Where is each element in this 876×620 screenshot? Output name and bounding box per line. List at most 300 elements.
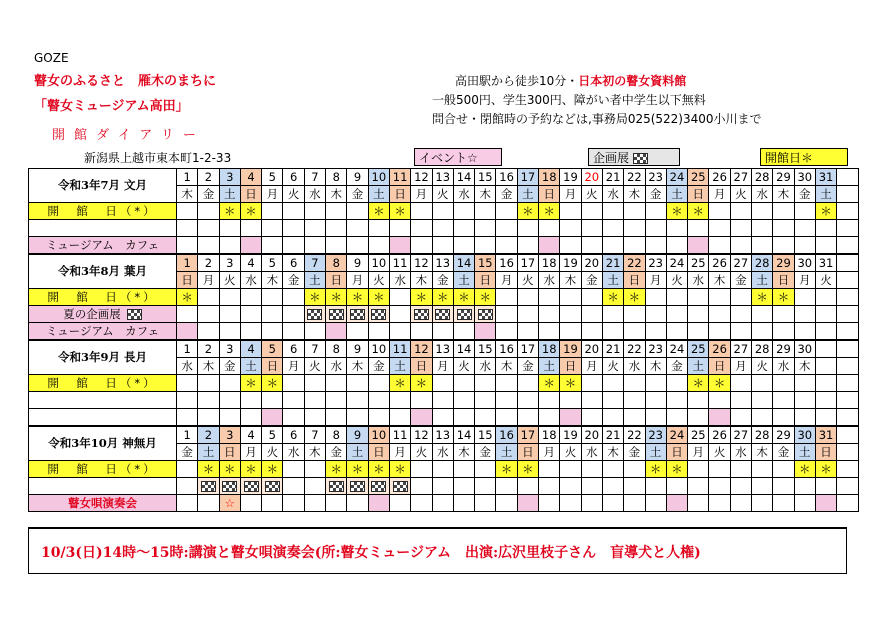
day-cell bbox=[645, 409, 666, 427]
checkered-flag-icon bbox=[307, 309, 322, 320]
day-cell bbox=[837, 495, 858, 512]
day-cell bbox=[773, 495, 794, 512]
weekday-name: 水 bbox=[773, 358, 794, 375]
day-cell bbox=[688, 289, 709, 306]
cafe-day bbox=[517, 495, 538, 512]
day-cell bbox=[709, 306, 730, 323]
tagline: 瞽女のふるさと 雁木のまちに bbox=[34, 74, 217, 89]
day-number: 8 bbox=[326, 254, 347, 272]
open-day-mark: ＊ bbox=[815, 203, 836, 220]
day-number: 16 bbox=[496, 426, 517, 444]
day-cell bbox=[773, 220, 794, 237]
day-cell bbox=[177, 392, 198, 409]
day-cell bbox=[581, 323, 602, 341]
day-cell bbox=[837, 375, 858, 392]
day-cell bbox=[304, 495, 325, 512]
open-day-mark: ＊ bbox=[794, 461, 815, 478]
day-cell bbox=[688, 392, 709, 409]
day-cell bbox=[283, 461, 304, 478]
weekday-name: 日 bbox=[240, 186, 261, 203]
row-label: ミュージアム カフェ bbox=[29, 237, 177, 255]
weekday-name: 土 bbox=[368, 186, 389, 203]
exhibition-day bbox=[368, 478, 389, 495]
day-number: 17 bbox=[517, 169, 538, 186]
day-cell bbox=[198, 375, 219, 392]
day-cell bbox=[411, 220, 432, 237]
event-day-mark: ☆ bbox=[219, 495, 240, 512]
day-number: 3 bbox=[219, 340, 240, 358]
cafe-day bbox=[389, 237, 410, 255]
day-cell bbox=[581, 461, 602, 478]
weekday-name: 土 bbox=[794, 444, 815, 461]
day-cell bbox=[815, 289, 836, 306]
day-number: 22 bbox=[624, 254, 645, 272]
day-cell bbox=[773, 323, 794, 341]
weekday-name: 火 bbox=[752, 358, 773, 375]
open-day-mark: ＊ bbox=[326, 289, 347, 306]
weekday-name: 日 bbox=[389, 186, 410, 203]
cafe-day bbox=[709, 409, 730, 427]
weekday-name: 木 bbox=[347, 358, 368, 375]
day-cell bbox=[304, 392, 325, 409]
exhibition-day bbox=[432, 306, 453, 323]
weekday-name: 水 bbox=[539, 272, 560, 289]
day-cell bbox=[581, 392, 602, 409]
day-cell bbox=[837, 323, 858, 341]
day-cell bbox=[475, 478, 496, 495]
weekday-name: 木 bbox=[794, 358, 815, 375]
day-cell bbox=[730, 409, 751, 427]
day-cell bbox=[709, 237, 730, 255]
open-day-mark: ＊ bbox=[560, 375, 581, 392]
day-cell bbox=[283, 220, 304, 237]
day-cell bbox=[347, 237, 368, 255]
museum-name: 「瞽女ミュージアム高田」 bbox=[34, 99, 189, 114]
day-number: 19 bbox=[560, 254, 581, 272]
day-cell bbox=[411, 461, 432, 478]
row-label-text: 夏の企画展 bbox=[63, 306, 121, 321]
day-cell bbox=[411, 237, 432, 255]
weekday-name: 土 bbox=[645, 444, 666, 461]
day-cell bbox=[645, 220, 666, 237]
open-day-mark: ＊ bbox=[240, 375, 261, 392]
day-cell bbox=[389, 289, 410, 306]
day-number: 15 bbox=[475, 426, 496, 444]
day-number: 25 bbox=[688, 254, 709, 272]
day-number: 23 bbox=[645, 254, 666, 272]
day-number: 18 bbox=[539, 169, 560, 186]
weekday-name: 火 bbox=[581, 186, 602, 203]
day-cell bbox=[304, 203, 325, 220]
day-cell bbox=[645, 289, 666, 306]
day-cell bbox=[752, 323, 773, 341]
row-label: 開 館 日（*） bbox=[29, 375, 177, 392]
weekday-name: 金 bbox=[730, 272, 751, 289]
day-number: 16 bbox=[496, 254, 517, 272]
calendar-row-open bbox=[29, 203, 859, 220]
weekday-name: 火 bbox=[602, 358, 623, 375]
day-number: 16 bbox=[496, 340, 517, 358]
day-cell bbox=[837, 392, 858, 409]
exhibition-day bbox=[411, 306, 432, 323]
day-number: 2 bbox=[198, 426, 219, 444]
day-number: 10 bbox=[368, 254, 389, 272]
weekday-name: 水 bbox=[177, 358, 198, 375]
weekday-name: 月 bbox=[730, 358, 751, 375]
day-cell bbox=[219, 237, 240, 255]
day-number: 13 bbox=[432, 254, 453, 272]
day-cell bbox=[624, 375, 645, 392]
day-cell bbox=[219, 306, 240, 323]
day-cell bbox=[815, 392, 836, 409]
day-cell bbox=[283, 478, 304, 495]
open-day-mark: ＊ bbox=[517, 461, 538, 478]
weekday-name: 金 bbox=[666, 358, 687, 375]
day-cell bbox=[581, 289, 602, 306]
event-note-box bbox=[28, 527, 847, 574]
checkered-flag-icon bbox=[329, 481, 344, 492]
day-cell bbox=[389, 220, 410, 237]
day-cell bbox=[560, 495, 581, 512]
weekday-name: 木 bbox=[198, 358, 219, 375]
day-cell bbox=[389, 495, 410, 512]
day-cell bbox=[666, 306, 687, 323]
weekday-name: 金 bbox=[517, 358, 538, 375]
open-day-mark: ＊ bbox=[262, 375, 283, 392]
legend-plan-label: 企画展 bbox=[593, 151, 630, 165]
open-day-mark: ＊ bbox=[368, 289, 389, 306]
day-number: 4 bbox=[240, 340, 261, 358]
checkered-flag-icon bbox=[457, 309, 472, 320]
checkered-flag-icon bbox=[350, 481, 365, 492]
checkered-flag-icon bbox=[435, 309, 450, 320]
day-cell bbox=[496, 409, 517, 427]
exhibition-day bbox=[198, 478, 219, 495]
day-cell bbox=[262, 323, 283, 341]
weekday-name: 木 bbox=[262, 272, 283, 289]
day-cell bbox=[645, 392, 666, 409]
open-day-mark: ＊ bbox=[666, 203, 687, 220]
checkered-flag-icon bbox=[222, 481, 237, 492]
day-cell bbox=[645, 478, 666, 495]
day-cell bbox=[198, 289, 219, 306]
exhibition-day bbox=[304, 306, 325, 323]
legend-open bbox=[760, 148, 848, 166]
cafe-day bbox=[539, 237, 560, 255]
day-cell bbox=[496, 375, 517, 392]
day-cell bbox=[326, 375, 347, 392]
day-cell bbox=[837, 289, 858, 306]
day-cell bbox=[624, 461, 645, 478]
day-cell bbox=[347, 323, 368, 341]
day-cell bbox=[560, 220, 581, 237]
empty-cell bbox=[837, 254, 858, 272]
day-cell bbox=[688, 220, 709, 237]
day-number: 26 bbox=[709, 169, 730, 186]
day-number: 8 bbox=[326, 340, 347, 358]
month-header-row bbox=[29, 254, 859, 272]
day-cell bbox=[645, 495, 666, 512]
calendar-row-plan bbox=[29, 306, 859, 323]
contact-info: 問合せ・閉館時の予約などは,事務局025(522)3400小川まで bbox=[432, 112, 762, 126]
day-number: 7 bbox=[304, 169, 325, 186]
day-cell bbox=[517, 375, 538, 392]
weekday-name: 月 bbox=[645, 272, 666, 289]
day-cell bbox=[475, 409, 496, 427]
day-number: 6 bbox=[283, 426, 304, 444]
day-number: 5 bbox=[262, 254, 283, 272]
day-number: 18 bbox=[539, 340, 560, 358]
day-cell bbox=[304, 237, 325, 255]
weekday-name: 土 bbox=[815, 186, 836, 203]
day-number: 14 bbox=[453, 340, 474, 358]
row-label: 開 館 日（*） bbox=[29, 461, 177, 478]
day-cell bbox=[496, 323, 517, 341]
day-cell bbox=[539, 392, 560, 409]
day-number: 9 bbox=[347, 254, 368, 272]
weekday-name: 土 bbox=[496, 444, 517, 461]
day-cell bbox=[432, 461, 453, 478]
day-cell bbox=[794, 478, 815, 495]
day-number: 11 bbox=[389, 340, 410, 358]
day-number: 25 bbox=[688, 340, 709, 358]
exhibition-day bbox=[219, 478, 240, 495]
day-cell bbox=[602, 323, 623, 341]
day-cell bbox=[432, 375, 453, 392]
day-number: 29 bbox=[773, 426, 794, 444]
day-cell bbox=[326, 203, 347, 220]
day-cell bbox=[262, 237, 283, 255]
day-cell bbox=[283, 203, 304, 220]
weekday-name: 金 bbox=[177, 444, 198, 461]
day-cell bbox=[645, 375, 666, 392]
day-cell bbox=[326, 409, 347, 427]
weekday-name: 金 bbox=[624, 444, 645, 461]
goze-title: GOZE bbox=[34, 51, 69, 65]
open-day-mark: ＊ bbox=[411, 375, 432, 392]
open-day-mark: ＊ bbox=[368, 461, 389, 478]
weekday-name: 月 bbox=[432, 358, 453, 375]
day-cell bbox=[475, 461, 496, 478]
day-number: 21 bbox=[602, 169, 623, 186]
day-cell bbox=[539, 478, 560, 495]
day-cell bbox=[262, 220, 283, 237]
day-cell bbox=[666, 237, 687, 255]
day-number: 25 bbox=[688, 426, 709, 444]
day-number: 8 bbox=[326, 169, 347, 186]
day-number: 1 bbox=[177, 254, 198, 272]
day-cell bbox=[432, 237, 453, 255]
day-number: 11 bbox=[389, 254, 410, 272]
weekday-name: 月 bbox=[283, 358, 304, 375]
open-day-mark: ＊ bbox=[688, 375, 709, 392]
day-cell bbox=[815, 220, 836, 237]
day-cell bbox=[389, 323, 410, 341]
day-number: 20 bbox=[581, 426, 602, 444]
day-cell bbox=[262, 392, 283, 409]
day-cell bbox=[177, 220, 198, 237]
weekday-name: 月 bbox=[389, 444, 410, 461]
day-cell bbox=[773, 203, 794, 220]
weekday-name: 金 bbox=[645, 186, 666, 203]
day-cell bbox=[730, 220, 751, 237]
weekday-name: 水 bbox=[752, 186, 773, 203]
month-header-row bbox=[29, 340, 859, 358]
day-cell bbox=[730, 495, 751, 512]
day-cell bbox=[539, 495, 560, 512]
weekday-name: 火 bbox=[432, 186, 453, 203]
day-cell bbox=[709, 392, 730, 409]
day-cell bbox=[262, 289, 283, 306]
day-number: 17 bbox=[517, 254, 538, 272]
open-day-mark: ＊ bbox=[624, 289, 645, 306]
day-cell bbox=[730, 306, 751, 323]
day-number: 18 bbox=[539, 426, 560, 444]
day-cell bbox=[177, 461, 198, 478]
day-number: 14 bbox=[453, 169, 474, 186]
row-label bbox=[29, 306, 177, 323]
weekday-name: 金 bbox=[581, 272, 602, 289]
day-number: 26 bbox=[709, 340, 730, 358]
weekday-name: 木 bbox=[709, 272, 730, 289]
day-cell bbox=[794, 306, 815, 323]
day-cell bbox=[581, 220, 602, 237]
checkered-flag-icon bbox=[127, 309, 142, 320]
day-number: 7 bbox=[304, 340, 325, 358]
day-cell bbox=[432, 203, 453, 220]
day-number: 16 bbox=[496, 169, 517, 186]
open-day-mark: ＊ bbox=[752, 289, 773, 306]
open-day-mark: ＊ bbox=[773, 289, 794, 306]
day-cell bbox=[581, 478, 602, 495]
day-cell bbox=[794, 495, 815, 512]
open-day-mark: ＊ bbox=[368, 203, 389, 220]
day-number: 4 bbox=[240, 254, 261, 272]
weekday-name: 日 bbox=[411, 358, 432, 375]
day-number: 28 bbox=[752, 340, 773, 358]
weekday-name: 火 bbox=[560, 444, 581, 461]
day-cell bbox=[177, 306, 198, 323]
day-number: 9 bbox=[347, 169, 368, 186]
calendar-table bbox=[28, 168, 859, 512]
open-day-mark: ＊ bbox=[453, 289, 474, 306]
exhibition-day bbox=[475, 306, 496, 323]
day-cell bbox=[560, 461, 581, 478]
weekday-name: 金 bbox=[219, 358, 240, 375]
day-cell bbox=[752, 478, 773, 495]
day-cell bbox=[815, 306, 836, 323]
day-number: 7 bbox=[304, 426, 325, 444]
day-cell bbox=[624, 237, 645, 255]
day-cell bbox=[560, 237, 581, 255]
day-number: 12 bbox=[411, 340, 432, 358]
day-cell bbox=[240, 289, 261, 306]
day-cell bbox=[645, 306, 666, 323]
day-cell bbox=[432, 495, 453, 512]
weekday-name: 水 bbox=[240, 272, 261, 289]
weekday-name: 木 bbox=[411, 272, 432, 289]
day-number: 12 bbox=[411, 254, 432, 272]
day-cell bbox=[752, 461, 773, 478]
day-cell bbox=[560, 478, 581, 495]
open-day-mark: ＊ bbox=[240, 203, 261, 220]
open-day-mark: ＊ bbox=[666, 461, 687, 478]
day-cell bbox=[624, 409, 645, 427]
day-number: 14 bbox=[453, 254, 474, 272]
open-day-mark: ＊ bbox=[688, 203, 709, 220]
day-cell bbox=[752, 220, 773, 237]
day-cell bbox=[475, 392, 496, 409]
day-cell bbox=[283, 409, 304, 427]
checkered-flag-icon bbox=[265, 481, 280, 492]
exhibition-day bbox=[326, 306, 347, 323]
day-cell bbox=[453, 461, 474, 478]
day-cell bbox=[326, 237, 347, 255]
day-number: 19 bbox=[560, 169, 581, 186]
day-number: 30 bbox=[794, 169, 815, 186]
checkered-flag-icon bbox=[393, 481, 408, 492]
cafe-day bbox=[177, 323, 198, 341]
access-text: 高田駅から徒歩10分・ bbox=[455, 74, 579, 88]
day-cell bbox=[773, 392, 794, 409]
month-header-row bbox=[29, 426, 859, 444]
weekday-name: 水 bbox=[453, 186, 474, 203]
event-note: 10/3(日)14時〜15時:講演と瞽女唄演奏会(所:瞽女ミュージアム 出演:広沢里枝子さん 盲導犬と人権) bbox=[41, 545, 701, 561]
legend-plan bbox=[588, 148, 680, 166]
day-number: 5 bbox=[262, 340, 283, 358]
day-cell bbox=[837, 478, 858, 495]
weekday-name: 金 bbox=[475, 444, 496, 461]
day-cell bbox=[794, 203, 815, 220]
day-cell bbox=[602, 392, 623, 409]
day-number: 10 bbox=[368, 426, 389, 444]
open-day-mark: ＊ bbox=[645, 461, 666, 478]
day-number: 24 bbox=[666, 169, 687, 186]
day-cell bbox=[688, 306, 709, 323]
empty-cell bbox=[815, 358, 836, 375]
day-cell bbox=[709, 478, 730, 495]
weekday-name: 日 bbox=[815, 444, 836, 461]
weekday-name: 月 bbox=[198, 272, 219, 289]
day-cell bbox=[283, 289, 304, 306]
day-cell bbox=[581, 237, 602, 255]
empty-cell bbox=[837, 186, 858, 203]
weekday-name: 水 bbox=[730, 444, 751, 461]
day-cell bbox=[219, 220, 240, 237]
day-cell bbox=[368, 375, 389, 392]
weekday-name: 木 bbox=[645, 358, 666, 375]
day-cell bbox=[347, 203, 368, 220]
weekday-name: 木 bbox=[326, 186, 347, 203]
day-cell bbox=[240, 392, 261, 409]
day-number: 29 bbox=[773, 254, 794, 272]
day-cell bbox=[517, 409, 538, 427]
open-day-mark: ＊ bbox=[177, 289, 198, 306]
legend-event-label: イベント☆ bbox=[419, 151, 478, 165]
weekday-name: 日 bbox=[688, 186, 709, 203]
day-cell bbox=[262, 306, 283, 323]
day-cell bbox=[304, 461, 325, 478]
day-cell bbox=[688, 409, 709, 427]
checkered-flag-icon bbox=[371, 309, 386, 320]
day-cell bbox=[666, 375, 687, 392]
day-cell bbox=[347, 495, 368, 512]
weekday-name: 月 bbox=[688, 444, 709, 461]
weekday-name: 木 bbox=[475, 186, 496, 203]
day-cell bbox=[219, 323, 240, 341]
day-cell bbox=[752, 409, 773, 427]
row-label: 瞽女唄演奏会 bbox=[29, 495, 177, 512]
